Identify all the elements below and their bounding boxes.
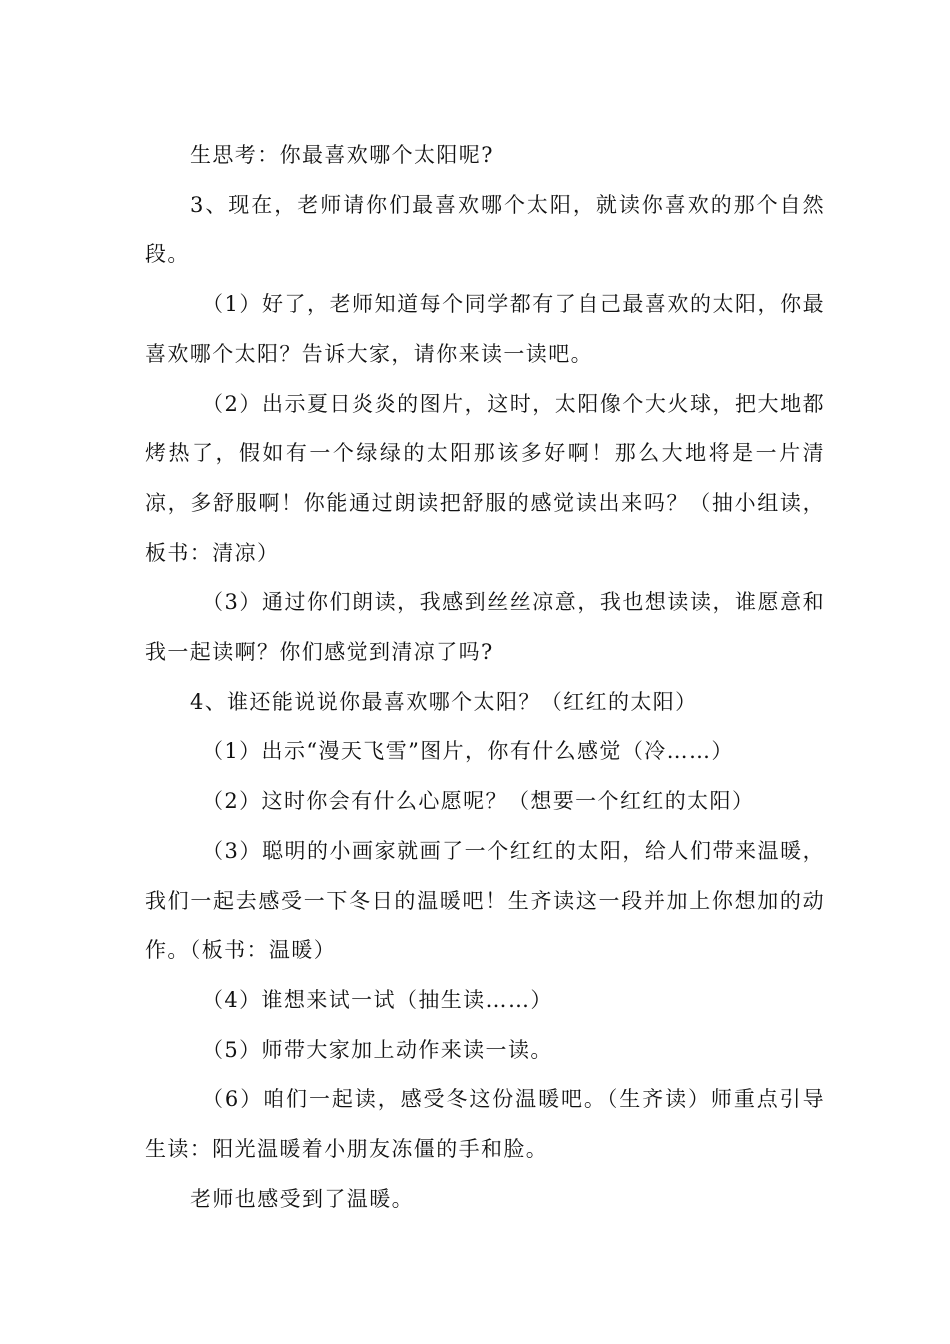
paragraph-step-3: 3、现在，老师请你们最喜欢哪个太阳，就读你喜欢的那个自然段。 — [145, 192, 825, 267]
paragraph-3-3: （3）通过你们朗读，我感到丝丝凉意，我也想读读，谁愿意和我一起读啊？你们感觉到清凉了吗? — [145, 590, 825, 665]
paragraph-4-1: （1）出示“漫天飞雪”图片，你有什么感觉（冷……） — [202, 739, 734, 764]
paragraph-step-4: 4、谁还能说说你最喜欢哪个太阳？（红红的太阳） — [190, 689, 698, 714]
paragraph-4-5: （5）师带大家加上动作来读一读。 — [202, 1037, 553, 1062]
paragraph-4-2: （2）这时你会有什么心愿呢？（想要一个红红的太阳） — [202, 789, 755, 814]
paragraph-student-thinking: 生思考：你最喜欢哪个太阳呢? — [190, 143, 494, 167]
paragraph-teacher-warmth: 老师也感受到了温暖。 — [190, 1186, 414, 1211]
paragraph-3-1: （1）好了，老师知道每个同学都有了自己最喜欢的太阳，你最喜欢哪个太阳？告诉大家，请你来读一读吧。 — [145, 292, 825, 366]
paragraph-4-3: （3）聪明的小画家就画了一个红红的太阳，给人们带来温暖，我们一起去感受一下冬日的温暖吧！生齐读这一段并加上你想加的动作。（板书：温暖） — [145, 838, 825, 963]
paragraph-4-4: （4）谁想来试一试（抽生读……） — [202, 987, 553, 1012]
paragraph-4-6: （6）咱们一起读，感受冬这份温暖吧。（生齐读）师重点引导生读：阳光温暖着小朋友冻僵的手和脸。 — [145, 1087, 825, 1162]
document-body — [145, 131, 825, 1224]
paragraph-3-2: （2）出示夏日炎炎的图片，这时，太阳像个大火球，把大地都烤热了，假如有一个绿绿的太阳那该多好啊！那么大地将是一片清凉，多舒服啊！你能通过朗读把舒服的感觉读出来吗？（抽小组读，板书：清凉） — [145, 391, 825, 565]
